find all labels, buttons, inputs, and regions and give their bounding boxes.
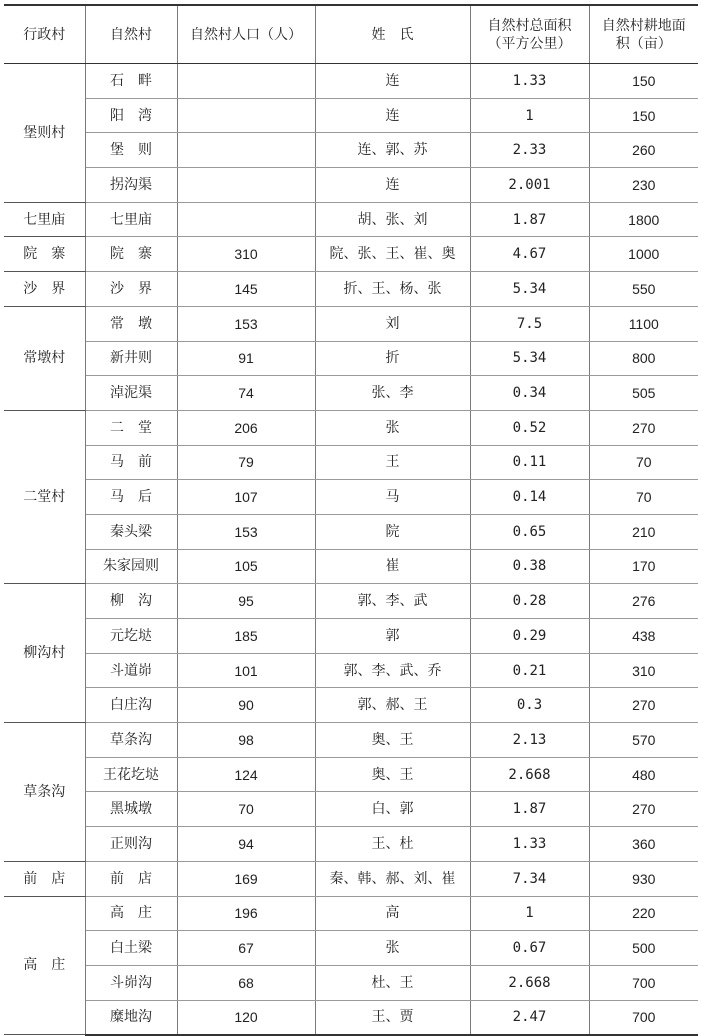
- header-farmland: 自然村耕地面积（亩）: [589, 5, 698, 64]
- surnames-cell: 王、贾: [315, 1000, 470, 1035]
- population-cell: 67: [177, 931, 315, 966]
- area-cell: 0.11: [470, 445, 589, 480]
- farmland-cell: 310: [589, 653, 698, 688]
- area-cell: 2.33: [470, 133, 589, 168]
- table-row: [4, 965, 698, 1000]
- population-cell: [177, 168, 315, 203]
- header-admin-village: 行政村: [4, 5, 85, 64]
- natural-village-cell: 新井则: [85, 341, 177, 376]
- admin-village-cell: 草条沟: [4, 723, 85, 862]
- table-row: [4, 688, 698, 723]
- natural-village-cell: 白土梁: [85, 931, 177, 966]
- surnames-cell: 刘: [315, 306, 470, 341]
- population-cell: 70: [177, 792, 315, 827]
- farmland-cell: 360: [589, 827, 698, 862]
- surnames-cell: 郭、郝、王: [315, 688, 470, 723]
- natural-village-cell: 黑城墩: [85, 792, 177, 827]
- area-cell: 0.65: [470, 514, 589, 549]
- table-row: [4, 133, 698, 168]
- area-cell: 1.87: [470, 202, 589, 237]
- population-cell: 153: [177, 306, 315, 341]
- area-cell: 7.5: [470, 306, 589, 341]
- farmland-cell: 170: [589, 549, 698, 584]
- natural-village-cell: 高 庄: [85, 896, 177, 931]
- admin-village-cell: 二堂村: [4, 410, 85, 583]
- population-cell: 90: [177, 688, 315, 723]
- farmland-cell: 1100: [589, 306, 698, 341]
- farmland-cell: 150: [589, 98, 698, 133]
- farmland-cell: 480: [589, 757, 698, 792]
- farmland-cell: 570: [589, 723, 698, 758]
- area-cell: 1: [470, 98, 589, 133]
- table-body: [4, 64, 698, 1035]
- surnames-cell: 秦、韩、郝、刘、崔: [315, 861, 470, 896]
- farmland-cell: 270: [589, 410, 698, 445]
- population-cell: 196: [177, 896, 315, 931]
- header-natural-village: 自然村: [85, 5, 177, 64]
- natural-village-cell: 院 寨: [85, 237, 177, 272]
- natural-village-cell: 白庄沟: [85, 688, 177, 723]
- table-row: [4, 64, 698, 99]
- farmland-cell: 500: [589, 931, 698, 966]
- surnames-cell: 连: [315, 168, 470, 203]
- table-row: [4, 757, 698, 792]
- farmland-cell: 220: [589, 896, 698, 931]
- area-cell: 0.14: [470, 480, 589, 515]
- natural-village-cell: 二 堂: [85, 410, 177, 445]
- natural-village-cell: 常 墩: [85, 306, 177, 341]
- table-row: [4, 202, 698, 237]
- surnames-cell: 院、张、王、崔、奥: [315, 237, 470, 272]
- farmland-cell: 700: [589, 1000, 698, 1035]
- table-row: [4, 168, 698, 203]
- area-cell: 1.33: [470, 64, 589, 99]
- natural-village-cell: 糜地沟: [85, 1000, 177, 1035]
- natural-village-cell: 柳 沟: [85, 584, 177, 619]
- population-cell: 79: [177, 445, 315, 480]
- natural-village-cell: 拐沟渠: [85, 168, 177, 203]
- table-row: [4, 931, 698, 966]
- admin-village-cell: 常墩村: [4, 306, 85, 410]
- table-row: [4, 1000, 698, 1035]
- farmland-cell: 230: [589, 168, 698, 203]
- area-cell: 2.668: [470, 757, 589, 792]
- natural-village-cell: 正则沟: [85, 827, 177, 862]
- population-cell: [177, 64, 315, 99]
- admin-village-cell: 前 店: [4, 861, 85, 896]
- farmland-cell: 70: [589, 480, 698, 515]
- area-cell: 5.34: [470, 341, 589, 376]
- population-cell: 101: [177, 653, 315, 688]
- natural-village-cell: 秦头梁: [85, 514, 177, 549]
- surnames-cell: 连: [315, 64, 470, 99]
- natural-village-cell: 七里庙: [85, 202, 177, 237]
- population-cell: 74: [177, 376, 315, 411]
- table-row: [4, 410, 698, 445]
- table-row: [4, 306, 698, 341]
- table-row: [4, 619, 698, 654]
- village-statistics-table: [4, 4, 698, 1036]
- surnames-cell: 折、王、杨、张: [315, 272, 470, 307]
- table-header: [4, 5, 698, 64]
- admin-village-cell: 高 庄: [4, 896, 85, 1035]
- population-cell: 107: [177, 480, 315, 515]
- area-cell: 0.52: [470, 410, 589, 445]
- surnames-cell: 奥、王: [315, 757, 470, 792]
- table-row: [4, 237, 698, 272]
- area-cell: 0.34: [470, 376, 589, 411]
- natural-village-cell: 马 前: [85, 445, 177, 480]
- area-cell: 0.3: [470, 688, 589, 723]
- table-row: [4, 272, 698, 307]
- area-cell: 2.668: [470, 965, 589, 1000]
- header-row: [4, 5, 698, 64]
- population-cell: 153: [177, 514, 315, 549]
- surnames-cell: 郭、李、武: [315, 584, 470, 619]
- area-cell: 2.47: [470, 1000, 589, 1035]
- farmland-cell: 438: [589, 619, 698, 654]
- area-cell: 2.001: [470, 168, 589, 203]
- surnames-cell: 马: [315, 480, 470, 515]
- area-cell: 7.34: [470, 861, 589, 896]
- area-cell: 1.33: [470, 827, 589, 862]
- natural-village-cell: 淖泥渠: [85, 376, 177, 411]
- table-row: [4, 653, 698, 688]
- area-cell: 0.28: [470, 584, 589, 619]
- natural-village-cell: 元圪垯: [85, 619, 177, 654]
- farmland-cell: 700: [589, 965, 698, 1000]
- table-row: [4, 827, 698, 862]
- farmland-cell: 1000: [589, 237, 698, 272]
- population-cell: 98: [177, 723, 315, 758]
- table-row: [4, 861, 698, 896]
- population-cell: 94: [177, 827, 315, 862]
- admin-village-cell: 院 寨: [4, 237, 85, 272]
- farmland-cell: 210: [589, 514, 698, 549]
- farmland-cell: 270: [589, 792, 698, 827]
- area-cell: 2.13: [470, 723, 589, 758]
- population-cell: 91: [177, 341, 315, 376]
- surnames-cell: 王、杜: [315, 827, 470, 862]
- natural-village-cell: 草条沟: [85, 723, 177, 758]
- population-cell: 105: [177, 549, 315, 584]
- population-cell: 145: [177, 272, 315, 307]
- natural-village-cell: 王花圪垯: [85, 757, 177, 792]
- farmland-cell: 70: [589, 445, 698, 480]
- table-row: [4, 584, 698, 619]
- population-cell: 95: [177, 584, 315, 619]
- natural-village-cell: 阳 湾: [85, 98, 177, 133]
- table-row: [4, 98, 698, 133]
- surnames-cell: 白、郭: [315, 792, 470, 827]
- natural-village-cell: 前 店: [85, 861, 177, 896]
- area-cell: 1: [470, 896, 589, 931]
- table-row: [4, 341, 698, 376]
- farmland-cell: 505: [589, 376, 698, 411]
- surnames-cell: 张、李: [315, 376, 470, 411]
- farmland-cell: 260: [589, 133, 698, 168]
- population-cell: 124: [177, 757, 315, 792]
- table-row: [4, 792, 698, 827]
- table-row: [4, 514, 698, 549]
- table-row: [4, 376, 698, 411]
- table-row: [4, 549, 698, 584]
- surnames-cell: 胡、张、刘: [315, 202, 470, 237]
- surnames-cell: 杜、王: [315, 965, 470, 1000]
- natural-village-cell: 沙 界: [85, 272, 177, 307]
- admin-village-cell: 七里庙: [4, 202, 85, 237]
- surnames-cell: 张: [315, 410, 470, 445]
- table-row: [4, 445, 698, 480]
- natural-village-cell: 石 畔: [85, 64, 177, 99]
- surnames-cell: 院: [315, 514, 470, 549]
- population-cell: [177, 133, 315, 168]
- header-area: 自然村总面积（平方公里）: [470, 5, 589, 64]
- header-surnames: 姓 氏: [315, 5, 470, 64]
- population-cell: 310: [177, 237, 315, 272]
- population-cell: [177, 202, 315, 237]
- natural-village-cell: 斗道峁: [85, 653, 177, 688]
- surnames-cell: 奥、王: [315, 723, 470, 758]
- farmland-cell: 276: [589, 584, 698, 619]
- admin-village-cell: 沙 界: [4, 272, 85, 307]
- table-row: [4, 896, 698, 931]
- area-cell: 4.67: [470, 237, 589, 272]
- farmland-cell: 150: [589, 64, 698, 99]
- surnames-cell: 郭: [315, 619, 470, 654]
- admin-village-cell: 堡则村: [4, 64, 85, 203]
- table-row: [4, 723, 698, 758]
- population-cell: 120: [177, 1000, 315, 1035]
- area-cell: 0.67: [470, 931, 589, 966]
- area-cell: 0.21: [470, 653, 589, 688]
- area-cell: 5.34: [470, 272, 589, 307]
- population-cell: 185: [177, 619, 315, 654]
- surnames-cell: 崔: [315, 549, 470, 584]
- farmland-cell: 1800: [589, 202, 698, 237]
- surnames-cell: 高: [315, 896, 470, 931]
- farmland-cell: 270: [589, 688, 698, 723]
- farmland-cell: 930: [589, 861, 698, 896]
- population-cell: 169: [177, 861, 315, 896]
- surnames-cell: 连、郭、苏: [315, 133, 470, 168]
- population-cell: 68: [177, 965, 315, 1000]
- area-cell: 0.38: [470, 549, 589, 584]
- area-cell: 0.29: [470, 619, 589, 654]
- population-cell: [177, 98, 315, 133]
- natural-village-cell: 朱家园则: [85, 549, 177, 584]
- natural-village-cell: 堡 则: [85, 133, 177, 168]
- natural-village-cell: 马 后: [85, 480, 177, 515]
- surnames-cell: 折: [315, 341, 470, 376]
- admin-village-cell: 柳沟村: [4, 584, 85, 723]
- surnames-cell: 王: [315, 445, 470, 480]
- surnames-cell: 连: [315, 98, 470, 133]
- natural-village-cell: 斗峁沟: [85, 965, 177, 1000]
- farmland-cell: 550: [589, 272, 698, 307]
- header-population: 自然村人口（人）: [177, 5, 315, 64]
- surnames-cell: 郭、李、武、乔: [315, 653, 470, 688]
- surnames-cell: 张: [315, 931, 470, 966]
- table-row: [4, 480, 698, 515]
- area-cell: 1.87: [470, 792, 589, 827]
- farmland-cell: 800: [589, 341, 698, 376]
- population-cell: 206: [177, 410, 315, 445]
